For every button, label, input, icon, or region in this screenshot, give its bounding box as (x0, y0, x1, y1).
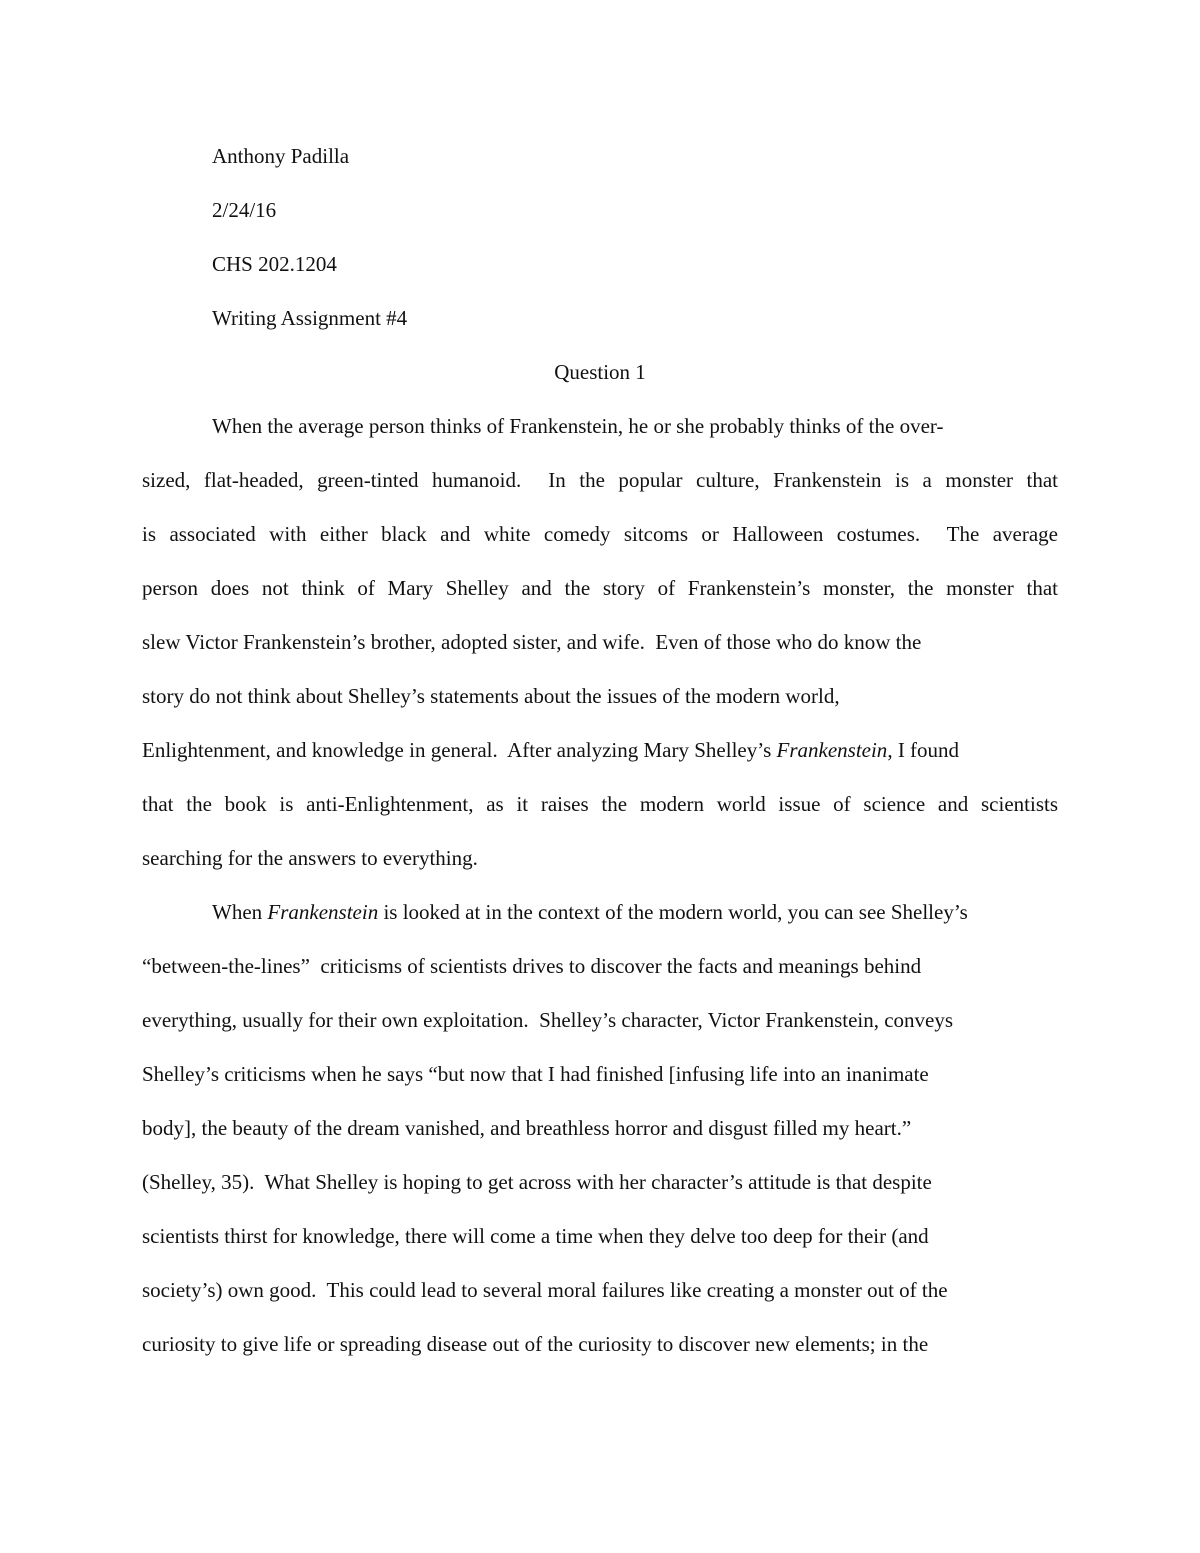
paragraph-1-line-4: person does not think of Mary Shelley and the story of Frankenstein’s monster, the monster that (142, 576, 1058, 600)
paragraph-2-line-5: body], the beauty of the dream vanished, and breathless horror and disgust filled my heart.” (142, 1116, 912, 1140)
paragraph-2-line-3: everything, usually for their own exploitation. Shelley’s character, Victor Frankenstein, conveys (142, 1008, 954, 1032)
text-segment: Enlightenment, and knowledge in general. After analyzing Mary Shelley’s (142, 738, 777, 762)
book-title-italic: Frankenstein (776, 738, 888, 762)
paragraph-1-line-3: is associated with either black and white comedy sitcoms or Halloween costumes. The average (142, 522, 1058, 546)
paragraph-1-line-9: searching for the answers to everything. (142, 846, 478, 870)
paragraph-1-line-2: sized, flat-headed, green-tinted humanoid. In the popular culture, Frankenstein is a monster that (142, 468, 1058, 492)
paragraph-1-line-7 (142, 735, 959, 765)
assignment-title: Writing Assignment #4 (212, 306, 408, 330)
book-title-italic: Frankenstein (267, 900, 379, 924)
paragraph-2-line-2: “between-the-lines” criticisms of scientists drives to discover the facts and meanings behind (142, 954, 922, 978)
paragraph-1-line-6: story do not think about Shelley’s statements about the issues of the modern world, (142, 684, 840, 708)
text-segment: When (212, 900, 268, 924)
paragraph-2-line-6: (Shelley, 35). What Shelley is hoping to get across with her character’s attitude is that despite (142, 1170, 932, 1194)
document-date: 2/24/16 (212, 198, 277, 222)
page-title: Question 1 (554, 360, 646, 384)
paragraph-2-line-7: scientists thirst for knowledge, there will come a time when they delve too deep for their (and (142, 1224, 929, 1248)
text-segment: is looked at in the context of the modern world, you can see Shelley’s (378, 900, 968, 924)
course-code: CHS 202.1204 (212, 252, 337, 276)
paragraph-1-line-1: When the average person thinks of Frankenstein, he or she probably thinks of the over- (212, 414, 944, 438)
paragraph-2-line-9: curiosity to give life or spreading disease out of the curiosity to discover new elements; in the (142, 1332, 929, 1356)
paragraph-2-line-8: society’s) own good. This could lead to several moral failures like creating a monster out of the (142, 1278, 948, 1302)
paragraph-2-line-1 (212, 897, 968, 927)
paragraph-1-line-5: slew Victor Frankenstein’s brother, adopted sister, and wife. Even of those who do know the (142, 630, 922, 654)
paragraph-2-line-4: Shelley’s criticisms when he says “but now that I had finished [infusing life into an inanimate (142, 1062, 929, 1086)
text-segment: , I found (887, 738, 960, 762)
paragraph-1-line-8: that the book is anti-Enlightenment, as it raises the modern world issue of science and scientists (142, 792, 1058, 816)
author-name: Anthony Padilla (212, 144, 350, 168)
